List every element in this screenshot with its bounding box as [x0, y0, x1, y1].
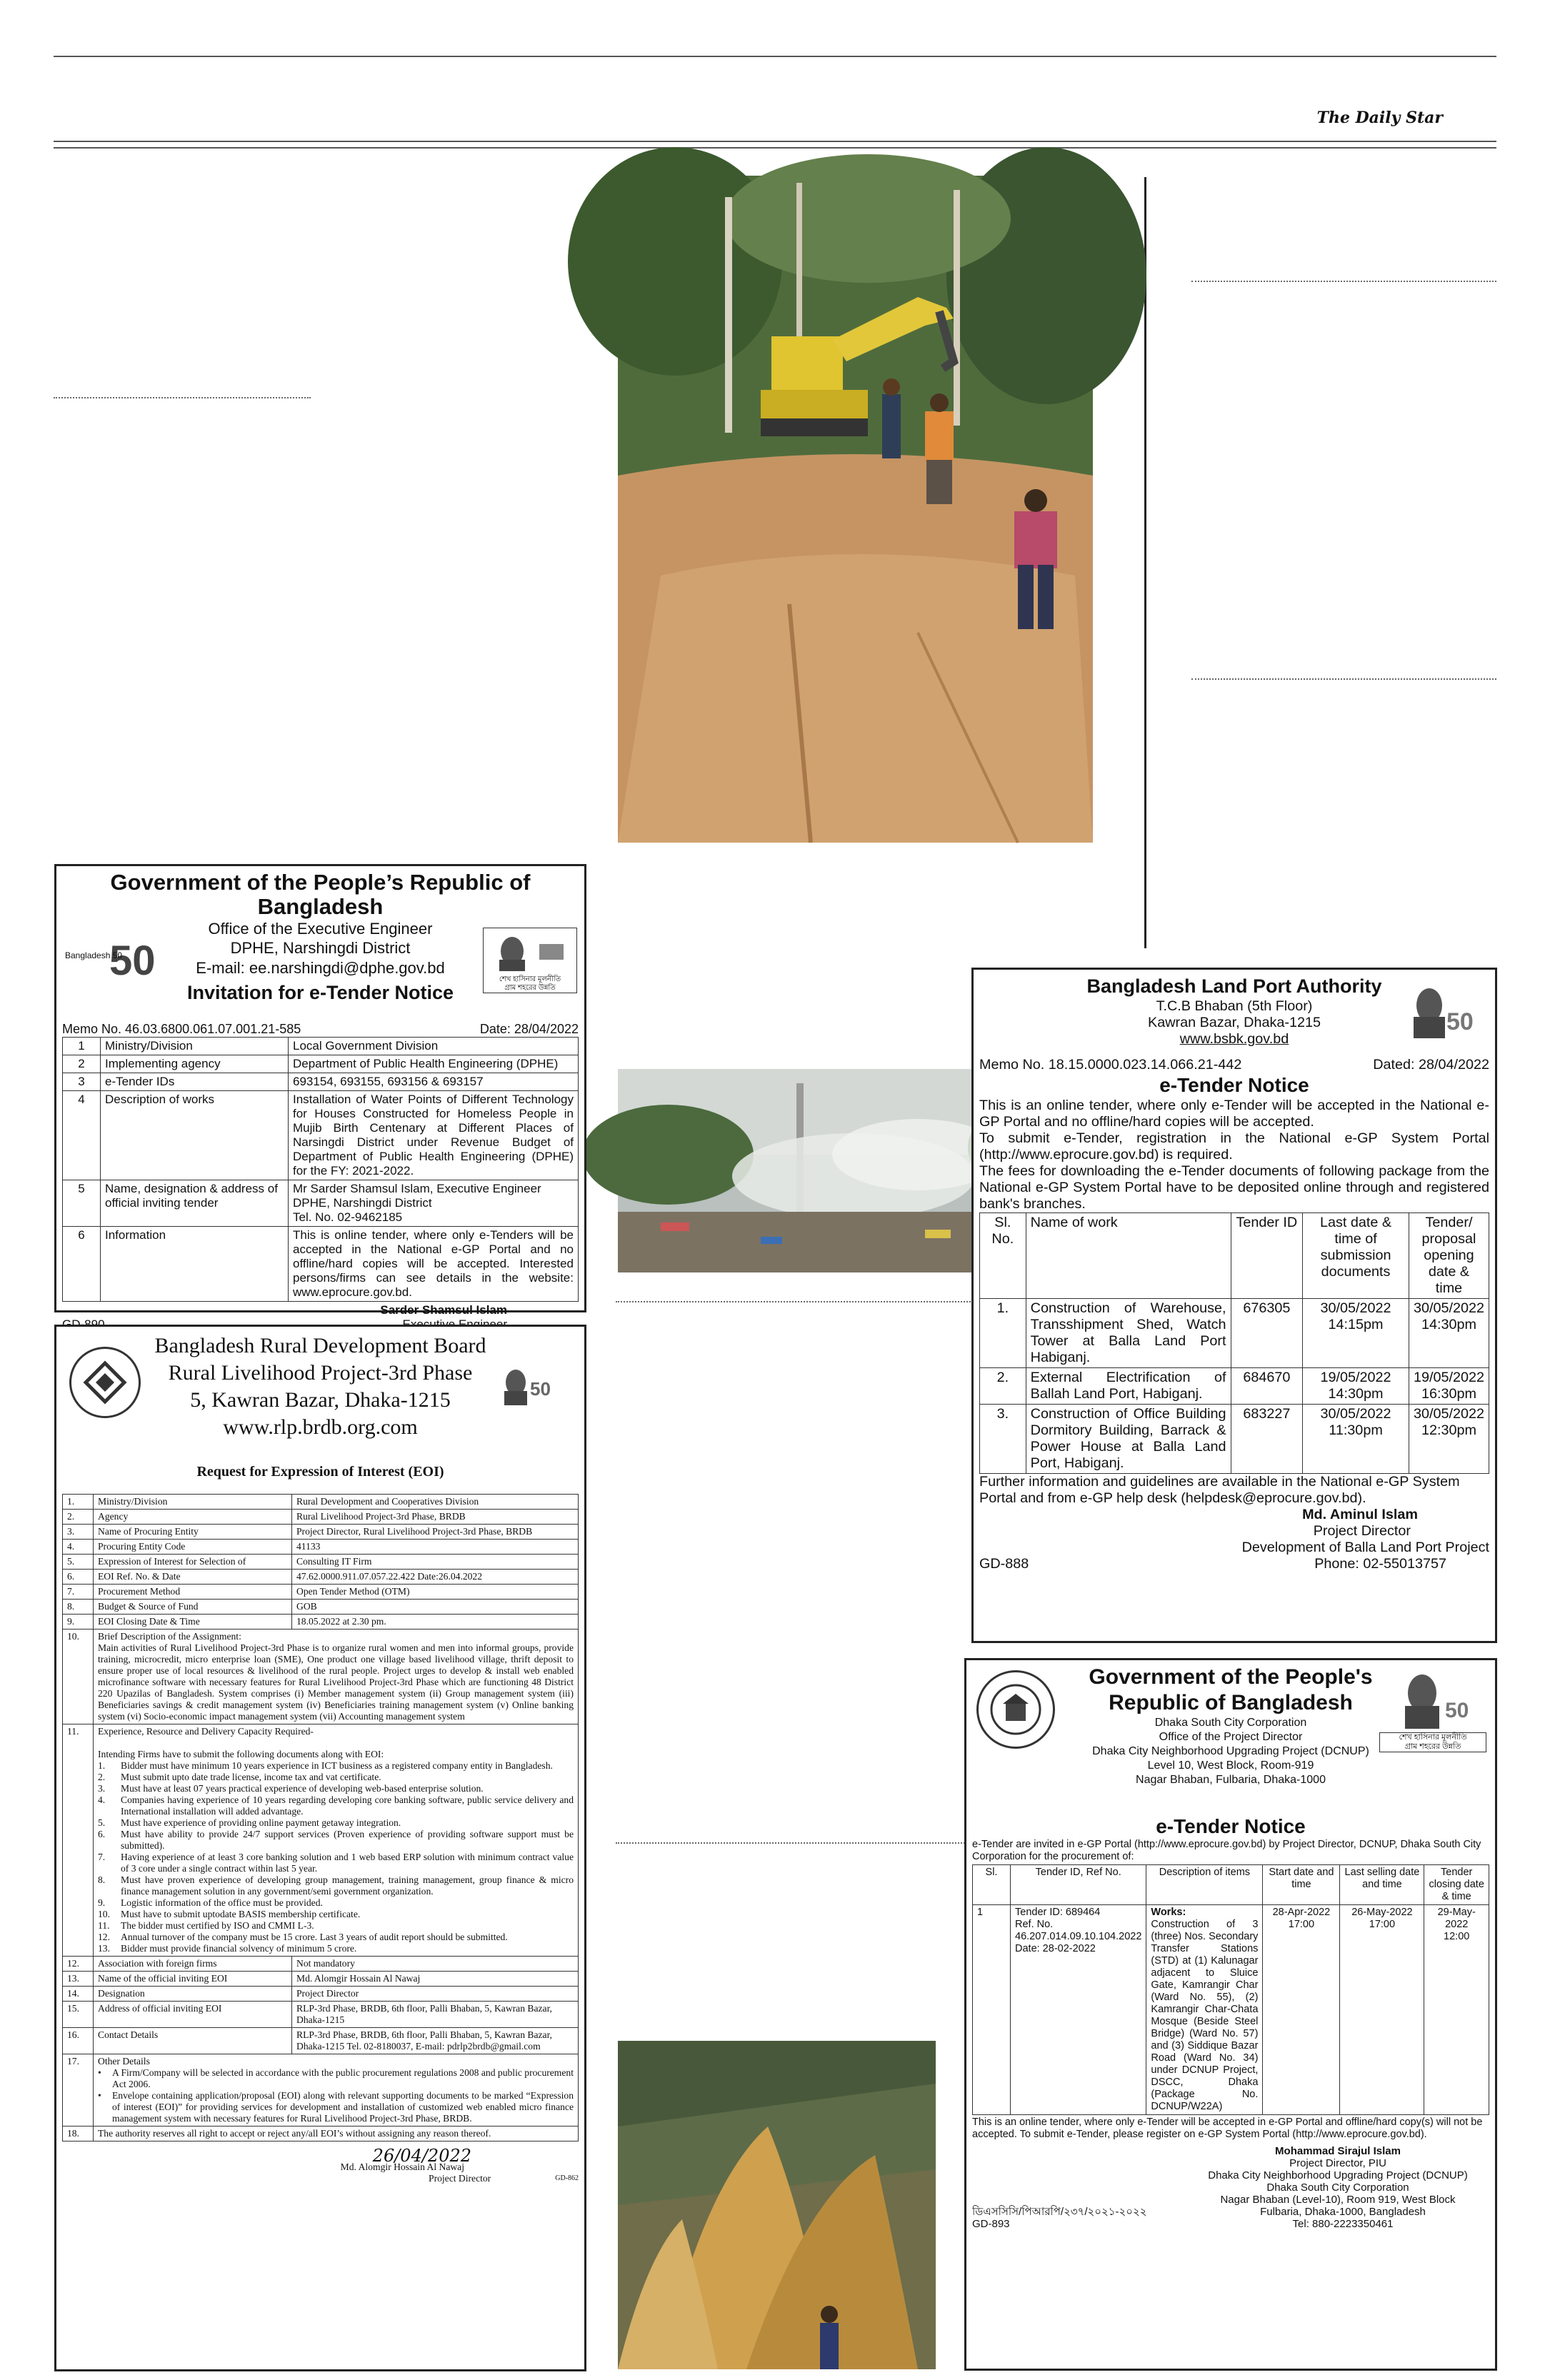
masthead: The Daily Star: [1316, 109, 1443, 127]
table-cell: 1: [973, 1905, 1011, 2115]
dotted-separator: [1191, 281, 1496, 282]
ad3-web[interactable]: www.bsbk.gov.bd: [1179, 1031, 1289, 1047]
ad2-web: www.rlp.brdb.org.com: [223, 1415, 418, 1439]
ad3-title: Bangladesh Land Port Authority: [1086, 975, 1382, 997]
table-cell: Rural Livelihood Project-3rd Phase, BRDB: [292, 1510, 579, 1525]
ad4-heading: e-Tender Notice: [1156, 1815, 1306, 1837]
item-text: A Firm/Company will be selected in accordance with the public procurement regulations 2008 and public procurement Act 2006.: [112, 2067, 574, 2089]
ad2-table: [62, 1494, 579, 2142]
table-row: [63, 1570, 579, 1585]
experience-intro: Intending Firms have to submit the following documents along with EOI:: [98, 1749, 384, 1759]
ad3-code: GD-888: [979, 1556, 1029, 1572]
portrait-caption: শেখ হাসিনার মূলনীতি গ্রাম শহরের উন্নতি: [1379, 1732, 1486, 1752]
description-cell: [1146, 1905, 1263, 2115]
table-cell: 693154, 693155, 693156 & 693157: [289, 1073, 579, 1091]
table-row: [63, 1091, 579, 1180]
ad4-s5: Fulbaria, Dhaka-1000, Bangladesh: [1260, 2206, 1426, 2218]
row-number: 17.: [63, 2054, 94, 2127]
ad4-org5: Nagar Bhaban, Fulbaria, Dhaka-1000: [1136, 1774, 1326, 1786]
brdb-logo: [69, 1347, 141, 1418]
ad4-org3: Dhaka City Neighborhood Upgrading Project (DCNUP): [1092, 1745, 1369, 1757]
list-item: [98, 1829, 574, 1852]
table-cell: Consulting IT Firm: [292, 1555, 579, 1570]
table-cell: 676305: [1231, 1299, 1303, 1368]
table-cell: Expression of Interest for Selection of: [94, 1555, 292, 1570]
table-cell: Md. Alomgir Hossain Al Nawaj: [292, 1972, 579, 1987]
table-header: Sl. No.: [980, 1213, 1026, 1299]
portrait-50-icon: [496, 1361, 560, 1411]
ad4-intro: e-Tender are invited in e-GP Portal (http://www.eprocure.gov.bd) by Project Director, DCNUP, Dhaka South City Corporation for the procurement of:: [972, 1839, 1481, 1862]
table-cell: RLP-3rd Phase, BRDB, 6th floor, Palli Bhaban, 5, Kawran Bazar, Dhaka-1215: [292, 2002, 579, 2028]
ad3-addr2: Kawran Bazar, Dhaka-1215: [1148, 1015, 1321, 1030]
table-row: [980, 1299, 1489, 1368]
ad4-s3: Dhaka South City Corporation: [1266, 2181, 1409, 2194]
excavator-image: [618, 176, 1093, 843]
portrait-icon: [1379, 1667, 1486, 1729]
ad3-p2: To submit e-Tender, registration in the National e-GP System Portal (http://www.eprocure.gov.bd) is required.: [979, 1130, 1489, 1163]
table-header: Sl.: [973, 1865, 1011, 1905]
ad4-table: [972, 1864, 1489, 2115]
table-row: [63, 1510, 579, 1525]
list-item: [98, 1874, 574, 1897]
list-item: [98, 1852, 574, 1874]
table-cell: GOB: [292, 1600, 579, 1615]
table-header-row: [973, 1865, 1489, 1905]
table-header: Start date and time: [1263, 1865, 1340, 1905]
item-number: 1.: [98, 1760, 106, 1771]
table-row: [63, 1972, 579, 1987]
table-cell: External Electrification of Ballah Land Port, Habiganj.: [1026, 1368, 1231, 1405]
item-number: 10.: [98, 1909, 110, 1919]
portrait-icon: [484, 928, 574, 971]
table-cell: Ministry/Division: [101, 1038, 289, 1055]
item-text: Must have to submit uptodate BASIS membership certificate.: [121, 1909, 361, 1919]
row18-text: The authority reserves all right to accept or reject any/all EOI’s without assigning any reason thereof.: [98, 2128, 491, 2139]
item-number: 12.: [98, 1932, 110, 1942]
table-cell: 30/05/2022 14:30pm: [1409, 1299, 1489, 1368]
list-item: [98, 2067, 574, 2090]
table-cell: 5: [63, 1180, 101, 1227]
ad3-footer: Further information and guidelines are available in the National e-GP System Portal and from e-GP help desk (helpdesk@eprocure.gov.bd).: [979, 1474, 1460, 1506]
item-text: Bidder must have minimum 10 years experience in ICT business as a registered company entity in Bangladesh.: [121, 1760, 553, 1771]
ad2-heading: Request for Expression of Interest (EOI): [196, 1464, 444, 1480]
table-row: [63, 1227, 579, 1302]
dotted-separator: [1191, 678, 1496, 680]
table-cell: e-Tender IDs: [101, 1073, 289, 1091]
table-cell: Description of works: [101, 1091, 289, 1180]
table-row: [63, 2028, 579, 2054]
table-row: [63, 1495, 579, 1510]
item-text: Must have experience of providing online payment getaway integration.: [121, 1817, 401, 1828]
table-row: [63, 1525, 579, 1540]
item-text: Must submit upto date trade license, income tax and vat certificate.: [121, 1772, 381, 1782]
table-cell: Project Director: [292, 1987, 579, 2002]
row-number: 11.: [63, 1724, 94, 1957]
bullet: •: [98, 2090, 101, 2101]
item-text: The bidder must certified by ISO and CMMI L-3.: [121, 1920, 314, 1931]
table-cell: Implementing agency: [101, 1055, 289, 1073]
portrait-50-icon: [1401, 980, 1486, 1051]
item-number: 9.: [98, 1897, 106, 1908]
table-cell: 1.: [63, 1495, 94, 1510]
ad3-memo: Memo No. 18.15.0000.023.14.066.21-442: [979, 1057, 1242, 1073]
table-row: [63, 1540, 579, 1555]
table-cell: Installation of Water Points of Different Technology for Houses Constructed for Homeless People in Mujib Birth Centenary at Different Places of Narsingdi District under Revenue Budget of Department of Public Health Engineering (DPHE) for the FY: 2021-2022.: [289, 1091, 579, 1180]
ad1-office: Office of the Executive Engineer: [208, 920, 433, 938]
table-cell: 30/05/2022 12:30pm: [1409, 1405, 1489, 1474]
table-row: [63, 1987, 579, 2002]
bullet: •: [98, 2067, 101, 2078]
table-cell: Project Director, Rural Livelihood Project-3rd Phase, BRDB: [292, 1525, 579, 1540]
ad3-signer: Md. Aminul Islam: [1302, 1507, 1418, 1522]
ad2-signer: Md. Alomgir Hossain Al Nawaj: [340, 2161, 464, 2172]
item-text: Companies having experience of 10 years regarding developing core banking software, public service delivery and International installation will added advantage.: [121, 1794, 574, 1817]
table-row: [973, 1905, 1489, 2115]
table-cell: 9.: [63, 1615, 94, 1630]
portrait-caption: শেখ হাসিনার মূলনীতি গ্রাম শহরের উন্নতি: [499, 975, 561, 992]
ad4-s1: Project Director, PIU: [1289, 2157, 1386, 2169]
ad4-org2: Office of the Project Director: [1159, 1731, 1303, 1743]
ad3-addr1: T.C.B Bhaban (5th Floor): [1156, 998, 1313, 1014]
table-cell: 1.: [980, 1299, 1026, 1368]
table-cell: 8.: [63, 1600, 94, 1615]
svg-text:50: 50: [530, 1378, 551, 1400]
table-cell: 2: [63, 1055, 101, 1073]
ad3-signer-title: Project Director: [1313, 1523, 1411, 1539]
list-item: [98, 1772, 574, 1783]
table-cell: Procuring Entity Code: [94, 1540, 292, 1555]
list-item: [98, 1920, 574, 1932]
header-rule-2: [54, 147, 1496, 149]
table-cell: Budget & Source of Fund: [94, 1600, 292, 1615]
table-row: [63, 1055, 579, 1073]
list-item: [98, 1943, 574, 1954]
table-header: Tender ID, Ref No.: [1011, 1865, 1146, 1905]
table-cell: 6: [63, 1227, 101, 1302]
table-cell: Name of Procuring Entity: [94, 1525, 292, 1540]
table-cell: Name of the official inviting EOI: [94, 1972, 292, 1987]
list-item: [98, 1909, 574, 1920]
ad1-email: E-mail: ee.narshingdi@dphe.gov.bd: [196, 959, 445, 977]
item-text: Must have ability to provide 24/7 support services (Proven experience of providing software support must be submitted).: [121, 1829, 574, 1851]
item-number: 4.: [98, 1794, 106, 1805]
ad4-bangla-code: ডিএসসিসি/পিআরপি/২৩৭/২০২১-২০২২: [972, 2206, 1147, 2218]
table-cell: Address of official inviting EOI: [94, 2002, 292, 2028]
table-row: [63, 1073, 579, 1091]
logo-text: Bangladesh 50: [65, 950, 123, 960]
table-cell: 4: [63, 1091, 101, 1180]
table-header-row: [980, 1213, 1489, 1299]
table-cell: 3.: [63, 1525, 94, 1540]
dotted-separator: [54, 397, 311, 398]
row-number: 10.: [63, 1630, 94, 1724]
table-cell: 7.: [63, 1585, 94, 1600]
item-number: 5.: [98, 1817, 106, 1828]
table-row: [63, 2127, 579, 2142]
table-row: [63, 1630, 579, 1724]
ad-dscc-etender: [964, 1658, 1497, 2371]
table-cell: 3: [63, 1073, 101, 1091]
table-cell: 13.: [63, 1972, 94, 1987]
table-cell: 5.: [63, 1555, 94, 1570]
dscc-logo-icon: [987, 1681, 1044, 1738]
table-cell: 30/05/2022 14:15pm: [1303, 1299, 1409, 1368]
table-cell: Contact Details: [94, 2028, 292, 2054]
item-number: 7.: [98, 1852, 106, 1862]
table-cell: This is online tender, where only e-Tenders will be accepted in the National e-GP Portal and no offline/hard copies will be accepted. Interested persons/firms can see details in the website: www.eprocure.gov.bd.: [289, 1227, 579, 1302]
table-header: Description of items: [1146, 1865, 1263, 1905]
item-number: 6.: [98, 1829, 106, 1839]
table-row: [63, 1615, 579, 1630]
table-cell: 14.: [63, 1987, 94, 2002]
ad1-signer: Sarder Shamsul Islam: [380, 1303, 507, 1317]
table-header: Last date & time of submission documents: [1303, 1213, 1409, 1299]
svg-text:50: 50: [1445, 1699, 1469, 1722]
table-row: [63, 1038, 579, 1055]
table-cell: 1: [63, 1038, 101, 1055]
ad3-p3: The fees for downloading the e-Tender documents of following package from the National e-GP System Portal have to be deposited online through and registered bank's branches.: [979, 1163, 1489, 1212]
ad2-signer-title: Project Director: [429, 2173, 491, 2184]
table-row: [63, 2002, 579, 2028]
brief-text: Main activities of Rural Livelihood Project-3rd Phase is to organize rural women and men into informal groups, provide training, microcredit, micro enterprise loan (SME), One product one village based livelihood village, thrift deposit to ensure proper use of local resources & livelihood of the rural people. Project urges to develop & install web enabled microfinance software with necessary features for Rural Livelihood Project-3rd Phase which are functioning 48 District 220 Upazilas of Bangladesh. System comprises (i) Member management system (ii) Group management system (iii) Beneficiaries savings & credit management system (iv) Beneficiaries training management system (v) Online banking system (vi) Socio-economic impact management system (vii) Accounting management system: [98, 1642, 574, 1722]
item-text: Bidder must provide financial solvency of minimum 5 crore.: [121, 1943, 357, 1954]
item-number: 8.: [98, 1874, 106, 1885]
table-row: [63, 1555, 579, 1570]
table-cell: 12.: [63, 1957, 94, 1972]
header-rule-1: [54, 141, 1496, 142]
ad4-footer: This is an online tender, where only e-Tender will be accepted in e-GP Portal and offline/hard copy(s) will not be accepted. To submit e-Tender, please register on e-GP System Portal (http://www.eprocure.gov.bd).: [972, 2117, 1483, 2140]
list-item: [98, 1897, 574, 1909]
table-cell: EOI Closing Date & Time: [94, 1615, 292, 1630]
ad4-org1: Dhaka South City Corporation: [1154, 1717, 1307, 1729]
works-description: Construction of 3 (three) Nos. Secondary Transfer Stations (STD) at (1) Kalunagar adjacent to Sluice Gate, Kamrangir Char (Ward No. 55), (2) Kamrangir Char-Chata Mosque (Beside Steel Bridge) (Ward No. 57) and (3) Siddique Bazar Road (Ward No. 34) under DCNUP Project, DSCC, Dhaka (Package No. DCNUP/W22A): [1151, 1919, 1259, 2112]
ad2-title: Bangladesh Rural Development Board: [154, 1334, 486, 1357]
ad3-table: [979, 1212, 1489, 1474]
portrait-box: [483, 928, 577, 993]
ad2-signature: 26/04/2022: [372, 2146, 471, 2166]
dscc-logo: [976, 1670, 1055, 1749]
list-item: [98, 2090, 574, 2124]
table-row: [63, 1585, 579, 1600]
ad4-org4: Level 10, West Block, Room-919: [1147, 1759, 1314, 1772]
table-cell: 30/05/2022 11:30pm: [1303, 1405, 1409, 1474]
portrait-50-graphic: [1401, 980, 1486, 1051]
ad3-phone: Phone: 02-55013757: [1314, 1556, 1446, 1572]
table-cell: 6.: [63, 1570, 94, 1585]
table-header: Last selling date and time: [1340, 1865, 1424, 1905]
table-cell: 19/05/2022 16:30pm: [1409, 1368, 1489, 1405]
table-cell: Mr Sarder Shamsul Islam, Executive Engineer DPHE, Narshingdi District Tel. No. 02-9462185: [289, 1180, 579, 1227]
table-cell: 29-May-2022 12:00: [1424, 1905, 1489, 2115]
list-item: [98, 1817, 574, 1829]
table-row: [63, 2054, 579, 2127]
item-text: Having experience of at least 3 core banking solution and 1 web based ERP solution with minimum contract value of 3 core under a single contract within last 5 year.: [121, 1852, 574, 1874]
table-row: [63, 1180, 579, 1227]
table-cell: 16.: [63, 2028, 94, 2054]
table-cell: 26-May-2022 17:00: [1340, 1905, 1424, 2115]
ad1-district: DPHE, Narshingdi District: [230, 939, 411, 957]
item-text: Logistic information of the office must be provided.: [121, 1897, 323, 1908]
table-cell: Agency: [94, 1510, 292, 1525]
table-cell: Tender ID: 689464 Ref. No. 46.207.014.09.10.104.2022 Date: 28-02-2022: [1011, 1905, 1146, 2115]
list-item: [98, 1783, 574, 1794]
top-rule: [54, 56, 1496, 57]
table-cell: RLP-3rd Phase, BRDB, 6th floor, Palli Bhaban, 5, Kawran Bazar, Dhaka-1215 Tel. 02-8180037, E-mail: pdrlp2brdb@gmail.com: [292, 2028, 579, 2054]
ad3-signer-org: Development of Balla Land Port Project: [1241, 1540, 1489, 1555]
item-number: 3.: [98, 1783, 106, 1794]
ad1-date: Date: 28/04/2022: [479, 1022, 579, 1036]
bangladesh-50-logo: [65, 930, 156, 988]
table-row: [63, 1600, 579, 1615]
item-number: 13.: [98, 1943, 110, 1954]
table-cell: Open Tender Method (OTM): [292, 1585, 579, 1600]
ad4-s4: Nagar Bhaban (Level-10), Room 919, West Block: [1220, 2194, 1456, 2206]
table-cell: Information: [101, 1227, 289, 1302]
table-cell: 684670: [1231, 1368, 1303, 1405]
ad3-date: Dated: 28/04/2022: [1373, 1057, 1489, 1073]
ad2-project: Rural Livelihood Project-3rd Phase: [168, 1361, 473, 1385]
list-item: [98, 1794, 574, 1817]
brdb-logo-icon: [80, 1357, 130, 1407]
table-cell: Not mandatory: [292, 1957, 579, 1972]
table-cell: EOI Ref. No. & Date: [94, 1570, 292, 1585]
portrait-50-graphic: [496, 1361, 560, 1411]
table-cell: Name, designation & address of official inviting tender: [101, 1180, 289, 1227]
table-cell: Construction of Warehouse, Transshipment Shed, Watch Tower at Balla Land Port Habiganj.: [1026, 1299, 1231, 1368]
table-cell: Ministry/Division: [94, 1495, 292, 1510]
item-number: 11.: [98, 1920, 110, 1931]
table-header: Name of work: [1026, 1213, 1231, 1299]
svg-text:50: 50: [1446, 1008, 1474, 1035]
item-text: Must have proven experience of developing group management, training management, group finance & micro finance management solution in any government/semi government organization.: [121, 1874, 574, 1897]
table-cell: Department of Public Health Engineering (DPHE): [289, 1055, 579, 1073]
table-cell: Rural Development and Cooperatives Division: [292, 1495, 579, 1510]
ad-dphe-etender: [54, 864, 586, 1317]
table-cell: Construction of Office Building Dormitory Building, Barrack & Power House at Balla Land Port, Habiganj.: [1026, 1405, 1231, 1474]
table-header: Tender ID: [1231, 1213, 1303, 1299]
ad1-heading: Invitation for e-Tender Notice: [186, 982, 454, 1003]
table-cell: 41133: [292, 1540, 579, 1555]
ad3-p1: This is an online tender, where only e-Tender will be accepted in the National e-GP Portal and no offline/hard copies will be accepted.: [979, 1098, 1489, 1130]
ad4-title2: Republic of Bangladesh: [1109, 1691, 1353, 1714]
ad4-s2: Dhaka City Neighborhood Upgrading Project (DCNUP): [1208, 2169, 1468, 2181]
item-text: Envelope containing application/proposal (EOI) along with relevant supporting documents to be marked “Expression of interest (EOI)” for providing services for development and installation of customized web enabled micro finance management system with necessary features for Rural Livelihood Project-3rd Phase, BRDB.: [112, 2090, 574, 2124]
table-row: [980, 1405, 1489, 1474]
svg-text:50: 50: [109, 938, 156, 984]
other-label: Other Details: [98, 2056, 150, 2067]
table-cell: Designation: [94, 1987, 292, 2002]
table-cell: Association with foreign firms: [94, 1957, 292, 1972]
table-cell: 28-Apr-2022 17:00: [1263, 1905, 1340, 2115]
table-cell: 2.: [980, 1368, 1026, 1405]
table-cell: 3.: [980, 1405, 1026, 1474]
ad-land-port-etender: [971, 968, 1497, 1643]
ad3-heading: e-Tender Notice: [1159, 1074, 1309, 1096]
ad4-code: GD-893: [972, 2218, 1010, 2230]
ad4-title1: Government of the People's: [1089, 1665, 1373, 1689]
table-header: Tender/ proposal opening date & time: [1409, 1213, 1489, 1299]
table-header: Tender closing date & time: [1424, 1865, 1489, 1905]
row-number: 18.: [63, 2127, 94, 2142]
table-cell: 15.: [63, 2002, 94, 2028]
list-item: [98, 1760, 574, 1772]
brief-label: Brief Description of the Assignment:: [98, 1631, 241, 1642]
photo-field: [618, 2041, 936, 2369]
ad4-s6: Tel: 880-2223350461: [1292, 2218, 1394, 2230]
table-cell: 683227: [1231, 1405, 1303, 1474]
table-cell: 2.: [63, 1510, 94, 1525]
item-text: Annual turnover of the company must be 15 crore. Last 3 years of audit report should be submitted.: [121, 1932, 508, 1942]
ad1-table: [62, 1037, 579, 1302]
table-row: [980, 1368, 1489, 1405]
works-label: Works:: [1151, 1907, 1186, 1918]
ad2-address: 5, Kawran Bazar, Dhaka-1215: [190, 1388, 451, 1412]
item-number: 2.: [98, 1772, 106, 1782]
ad2-code: GD-862: [555, 2174, 579, 2182]
field-image: [618, 2041, 936, 2369]
item-text: Must have at least 07 years practical experience of developing web-based enterprise solution.: [121, 1783, 484, 1794]
table-cell: Procurement Method: [94, 1585, 292, 1600]
table-cell: 47.62.0000.911.07.057.22.422 Date:26.04.2022: [292, 1570, 579, 1585]
experience-label: Experience, Resource and Delivery Capacity Required-: [98, 1726, 314, 1737]
table-cell: Local Government Division: [289, 1038, 579, 1055]
portrait-box: [1379, 1667, 1486, 1752]
table-row: [63, 1724, 579, 1957]
ad1-title: Government of the People’s Republic of Bangladesh: [110, 870, 531, 919]
ad1-memo: Memo No. 46.03.6800.061.07.001.21-585: [62, 1022, 301, 1036]
table-cell: 18.05.2022 at 2.30 pm.: [292, 1615, 579, 1630]
table-row: [63, 1957, 579, 1972]
table-cell: 4.: [63, 1540, 94, 1555]
photo-excavator: [618, 176, 1093, 843]
table-cell: 19/05/2022 14:30pm: [1303, 1368, 1409, 1405]
list-item: [98, 1932, 574, 1943]
ad4-signer: Mohammad Sirajul Islam: [1275, 2145, 1401, 2157]
ad-brdb-eoi: [54, 1325, 586, 2371]
